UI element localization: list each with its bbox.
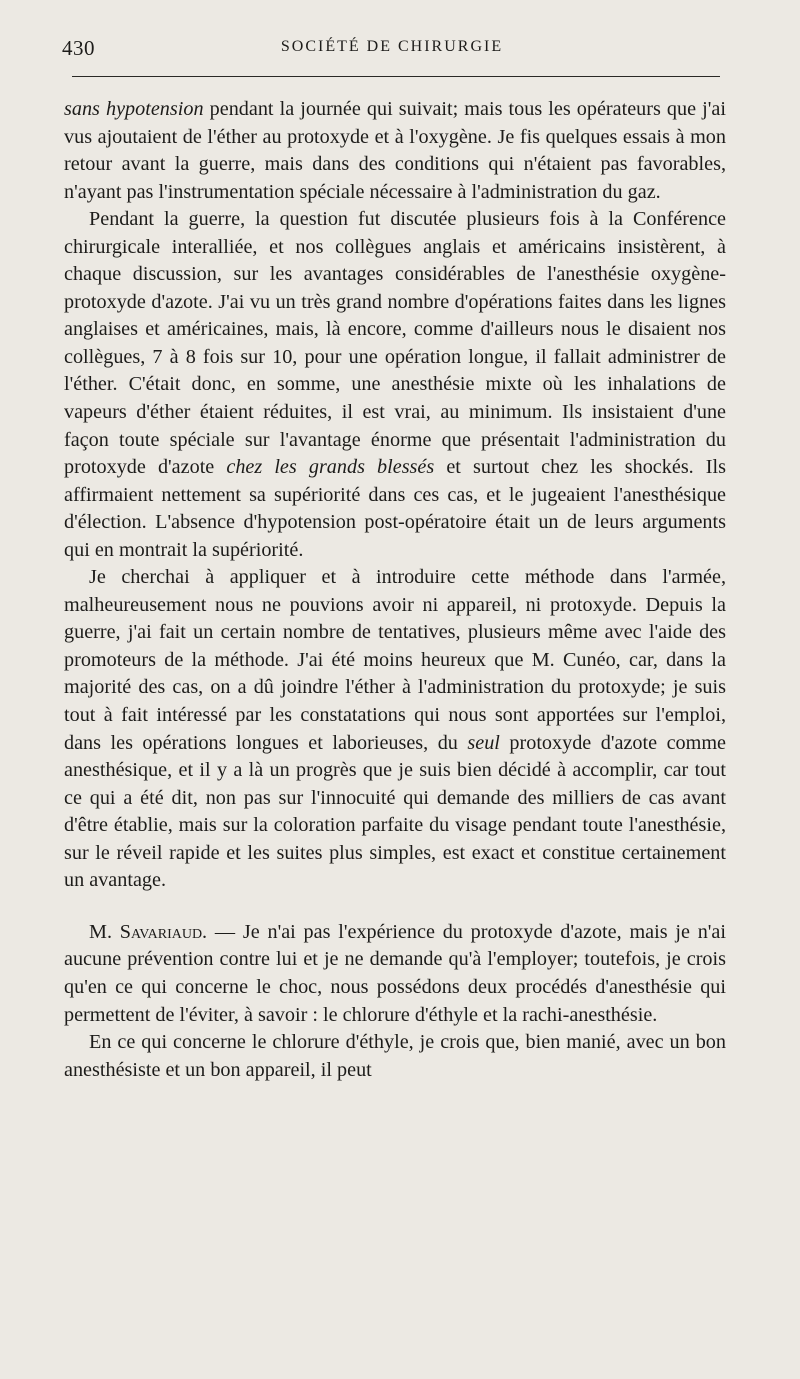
paragraph-text: pendant la journée qui suivait; mais tous les opérateurs que j'ai vus ajoutaient de l'éther au protoxyde et à l'oxygène. Je fis quelques essais à mon retour avant la guerre, mais dans des conditions qui n'étaient pas favorables, n'ayant pas l'instrumentation spéciale nécessaire à l'administration du gaz. bbox=[64, 98, 726, 203]
paragraph-2 bbox=[64, 206, 726, 564]
paragraph-text: et surtout chez les shockés. Ils affirmaient nettement sa supériorité dans ces cas, et le jugeaient l'anesthésique d'élection. L'absence d'hypotension post-opératoire était un de leurs arguments qui en montrait la supériorité. bbox=[64, 456, 726, 561]
emphasis-text: sans hypotension bbox=[64, 98, 204, 120]
emphasis-text: seul bbox=[467, 731, 500, 754]
running-header bbox=[62, 36, 722, 60]
header-rule bbox=[72, 76, 720, 77]
journal-title: SOCIÉTÉ DE CHIRURGIE bbox=[280, 38, 504, 55]
paragraph-text: protoxyde d'azote comme anesthésique, et il y a là un progrès que je suis bien décidé à accomplir, car tout ce qui a été dit, non pas sur l'innocuité qui demande des milliers de cas avant d'être établie, mais sur la coloration parfaite du visage pendant toute l'anesthésie, sur le réveil rapide et les suites plus simples, est exact et constitue certainement un avantage. bbox=[64, 731, 726, 892]
page-body bbox=[64, 96, 726, 1084]
paragraph-3 bbox=[64, 564, 726, 895]
paragraph-4 bbox=[64, 919, 726, 1029]
paragraph-text: — Je n'ai pas l'expérience du protoxyde d'azote, mais je n'ai aucune prévention contre lui et je ne demande qu'à l'employer; toutefois, je crois qu'en ce qui concerne le choc, nous possédons deux procédés d'anesthésie qui permettent de l'éviter, à savoir : le chlorure d'éthyle et la rachi-anesthésie. bbox=[64, 920, 727, 1026]
paragraph-5 bbox=[64, 1029, 726, 1084]
speaker-name: M. Savariaud. bbox=[89, 920, 208, 943]
paragraph-1 bbox=[64, 96, 726, 206]
paragraph-text: En ce qui concerne le chlorure d'éthyle, je crois que, bien manié, avec un bon anesthésiste et un bon appareil, il peut bbox=[64, 1031, 726, 1081]
emphasis-text: chez les grands blessés bbox=[226, 456, 435, 479]
page-number: 430 bbox=[62, 36, 95, 60]
paragraph-text: Pendant la guerre, la question fut discutée plusieurs fois à la Conférence chirurgicale interalliée, et nos collègues anglais et américains insistèrent, à chaque discussion, sur les avantages considérables de l'anesthésie oxygène-protoxyde d'azote. J'ai vu un très grand nombre d'opérations faites dans les lignes anglaises et américaines, mais, là encore, comme d'ailleurs nous le disaient nos collègues, 7 à 8 fois sur 10, pour une opération longue, il fallait administrer de l'éther. C'était donc, en somme, une anesthésie mixte où les inhalations de vapeurs d'éther étaient réduites, il est vrai, au minimum. Ils insistaient d'une façon toute spéciale sur l'avantage énorme que présentait l'administration du protoxyde d'azote bbox=[64, 208, 726, 479]
paragraph-text: Je cherchai à appliquer et à introduire cette méthode dans l'armée, malheureusement nous ne pouvions avoir ni appareil, ni protoxyde. Depuis la guerre, j'ai fait un certain nombre de tentatives, plusieurs même avec l'aide des promoteurs de la méthode. J'ai été moins heureux que M. Cunéo, car, dans la majorité des cas, on a dû joindre l'éther à l'administration du protoxyde; je suis tout à fait intéressé par les constatations qui nous sont apportées sur l'emploi, dans les opérations longues et laborieuses, du bbox=[64, 566, 726, 754]
